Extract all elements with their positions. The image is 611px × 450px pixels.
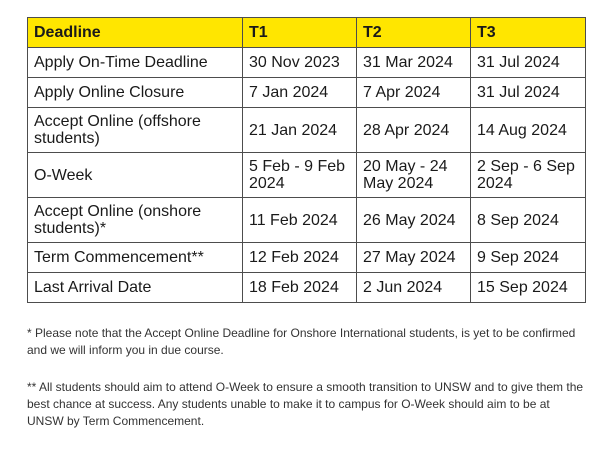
table-row — [28, 108, 586, 153]
header-t1: T1 — [243, 18, 357, 48]
row-label: Term Commencement** — [28, 243, 243, 273]
cell-t3: 31 Jul 2024 — [471, 78, 586, 108]
deadlines-table — [27, 17, 586, 303]
header-t3: T3 — [471, 18, 586, 48]
cell-t2: 27 May 2024 — [357, 243, 471, 273]
table-row — [28, 273, 586, 303]
table-row — [28, 243, 586, 273]
header-deadline: Deadline — [28, 18, 243, 48]
cell-t1: 7 Jan 2024 — [243, 78, 357, 108]
cell-t2: 7 Apr 2024 — [357, 78, 471, 108]
cell-t3: 8 Sep 2024 — [471, 198, 586, 243]
cell-t3: 2 Sep - 6 Sep 2024 — [471, 153, 586, 198]
header-t2: T2 — [357, 18, 471, 48]
cell-t1: 18 Feb 2024 — [243, 273, 357, 303]
cell-t2: 2 Jun 2024 — [357, 273, 471, 303]
row-label: Accept Online (onshore students)* — [28, 198, 243, 243]
table-row — [28, 48, 586, 78]
cell-t2: 31 Mar 2024 — [357, 48, 471, 78]
table-row — [28, 153, 586, 198]
cell-t3: 31 Jul 2024 — [471, 48, 586, 78]
table-header-row — [28, 18, 586, 48]
row-label: O-Week — [28, 153, 243, 198]
cell-t1: 5 Feb - 9 Feb 2024 — [243, 153, 357, 198]
footnotes — [27, 325, 587, 430]
cell-t3: 15 Sep 2024 — [471, 273, 586, 303]
cell-t3: 9 Sep 2024 — [471, 243, 586, 273]
row-label: Accept Online (offshore students) — [28, 108, 243, 153]
footnote-oweek: ** All students should aim to attend O-Week to ensure a smooth transition to UNSW and to give them the best chance at success. Any students unable to make it to campus for O-Week should aim to be at UNSW by Term Commencement. — [27, 380, 584, 428]
deadlines-section — [27, 17, 585, 450]
footnote-onshore: * Please note that the Accept Online Deadline for Onshore International students, is yet to be confirmed and we will inform you in due course. — [27, 326, 576, 357]
cell-t2: 26 May 2024 — [357, 198, 471, 243]
cell-t2: 20 May - 24 May 2024 — [357, 153, 471, 198]
row-label: Apply Online Closure — [28, 78, 243, 108]
cell-t2: 28 Apr 2024 — [357, 108, 471, 153]
row-label: Apply On-Time Deadline — [28, 48, 243, 78]
cell-t1: 21 Jan 2024 — [243, 108, 357, 153]
cell-t1: 30 Nov 2023 — [243, 48, 357, 78]
table-row — [28, 78, 586, 108]
table-row — [28, 198, 586, 243]
row-label: Last Arrival Date — [28, 273, 243, 303]
cell-t1: 11 Feb 2024 — [243, 198, 357, 243]
cell-t3: 14 Aug 2024 — [471, 108, 586, 153]
cell-t1: 12 Feb 2024 — [243, 243, 357, 273]
